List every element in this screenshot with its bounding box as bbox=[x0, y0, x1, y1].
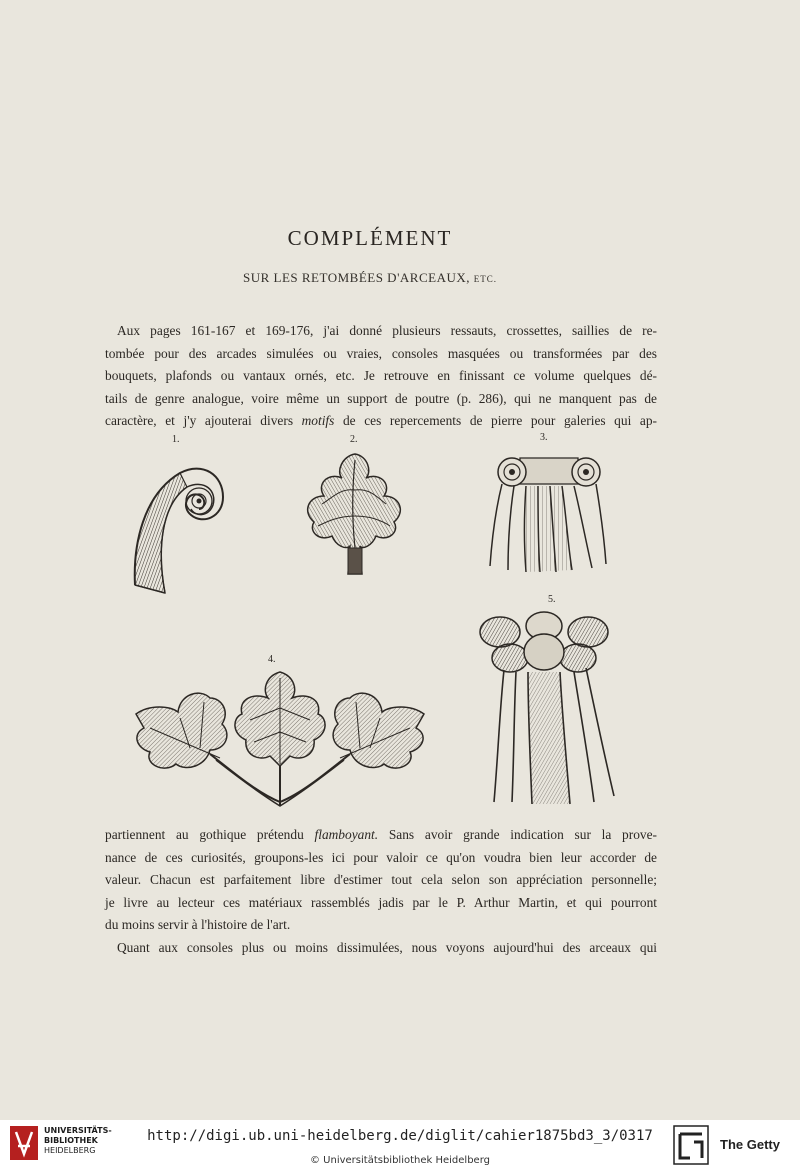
library-name-line: HEIDELBERG bbox=[44, 1146, 96, 1155]
text-line: bouquets, plafonds ou vantaux ornés, etc. Je retrouve en finissant ce volume quelques dé- bbox=[105, 368, 657, 383]
text-line: Quant aux consoles plus ou moins dissimulées, nous voyons aujourd'hui des arceaux qui bbox=[117, 939, 657, 955]
page-title: COMPLÉMENT bbox=[287, 226, 453, 250]
text-span: caractère, et j'y ajouterai divers bbox=[105, 413, 294, 428]
figure-label-4: 4. bbox=[268, 654, 276, 665]
library-name-line: BIBLIOTHEK bbox=[44, 1136, 98, 1145]
text-span: de ces repercements de pierre pour galeries qui ap- bbox=[342, 413, 657, 428]
page-subtitle bbox=[0, 270, 740, 286]
library-name-line: UNIVERSITÄTS- bbox=[44, 1126, 112, 1135]
figure-5-draped-console bbox=[470, 606, 620, 806]
text-line bbox=[105, 824, 657, 847]
source-url-link[interactable]: http://digi.ub.uni-heidelberg.de/diglit/cahier1875bd3_3/0317 bbox=[147, 1128, 653, 1144]
figure-4-leaf-frieze bbox=[130, 668, 430, 808]
text-line bbox=[105, 410, 657, 433]
text-line: Aux pages 161-167 et 169-176, j'ai donné plusieurs ressauts, crossettes, saillies de re- bbox=[117, 323, 657, 338]
text-line: du moins servir à l'histoire de l'art. bbox=[105, 917, 291, 932]
paragraph-body bbox=[105, 824, 657, 959]
text-span: Sans avoir grande indication sur la prove- bbox=[388, 827, 657, 842]
figure-label-5: 5. bbox=[548, 594, 556, 605]
text-line: valeur. Chacun est parfaitement libre d'estimer tout cela selon son appréciation personnelle; bbox=[105, 872, 657, 887]
getty-brand: The Getty bbox=[720, 1137, 780, 1152]
subtitle-etc: ETC. bbox=[473, 274, 497, 284]
copyright-notice: © Universitätsbibliothek Heidelberg bbox=[309, 1155, 490, 1166]
figure-3-volute-console bbox=[482, 448, 617, 578]
italic-word: motifs bbox=[301, 413, 335, 428]
viewer-footer bbox=[0, 1120, 800, 1173]
figure-2-leaf-ornament bbox=[300, 450, 410, 580]
figure-label-1: 1. bbox=[172, 434, 180, 445]
subtitle-main: SUR LES RETOMBÉES D'ARCEAUX, bbox=[242, 270, 470, 285]
paragraph-intro bbox=[105, 320, 657, 433]
text-span: partiennent au gothique prétendu bbox=[105, 827, 304, 842]
italic-word: flamboyant. bbox=[314, 827, 379, 842]
figure-label-3: 3. bbox=[540, 432, 548, 443]
getty-logo bbox=[672, 1124, 712, 1168]
text-line: nance de ces curiosités, groupons-les ici pour valoir ce qu'on voudra bien leur accorder de bbox=[105, 849, 657, 865]
text-line: tails de genre analogue, voire même un support de poutre (p. 286), qui ne manquent pas de bbox=[105, 390, 657, 406]
text-line: je livre au lecteur ces matériaux rassemblés jadis par le P. Arthur Martin, et qui pourront bbox=[105, 894, 657, 910]
figure-label-2: 2. bbox=[350, 434, 358, 445]
text-line: tombée pour des arcades simulées ou vraies, consoles masquées ou transformées par des bbox=[105, 345, 657, 361]
figure-1-scroll-corbel bbox=[125, 455, 235, 600]
